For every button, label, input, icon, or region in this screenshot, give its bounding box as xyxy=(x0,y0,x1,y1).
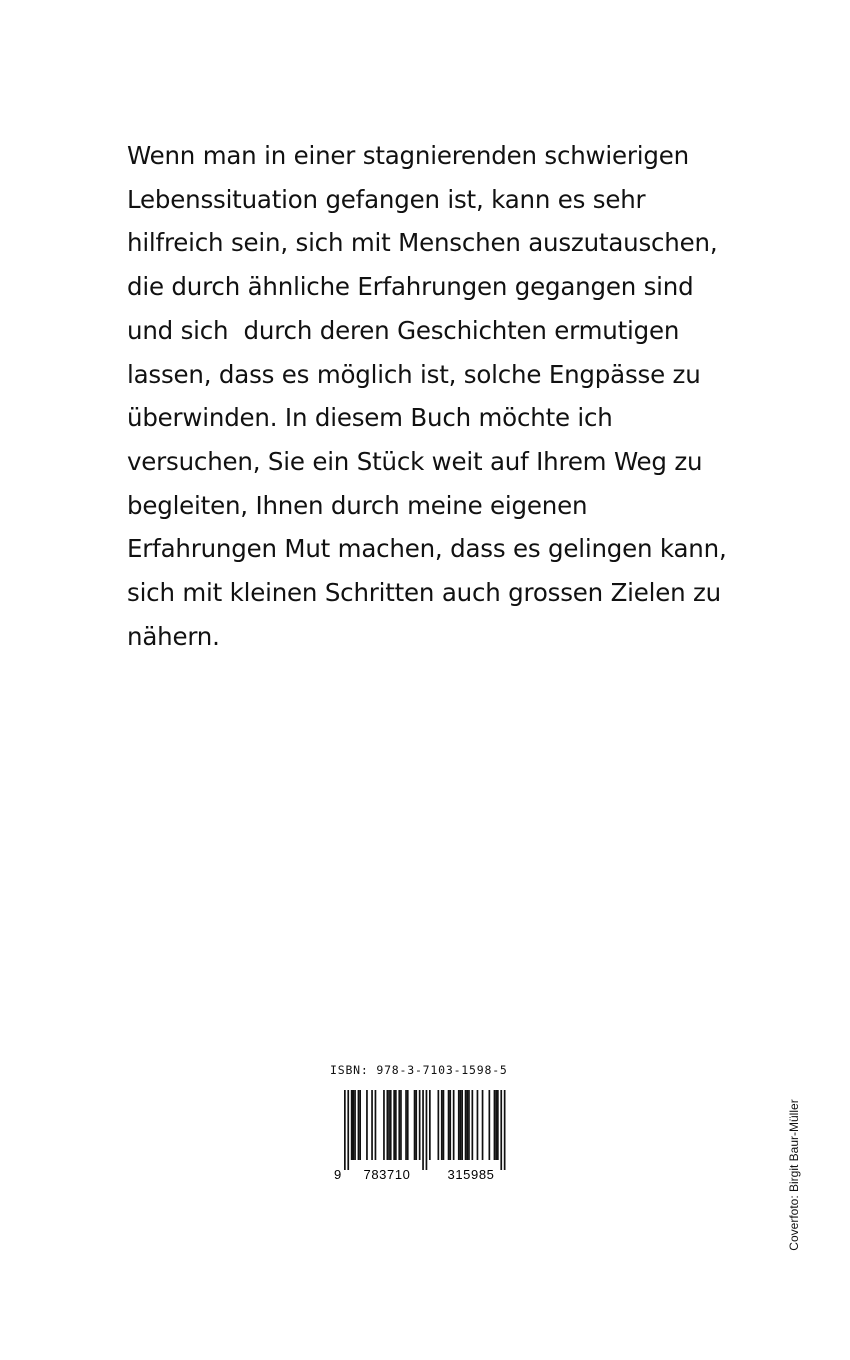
barcode-guard-bar xyxy=(422,1090,424,1170)
barcode-guard-bar xyxy=(347,1090,349,1170)
barcode-bar xyxy=(393,1090,395,1160)
blurb-line: und sich durch deren Geschichten ermutigen xyxy=(127,315,680,345)
barcode-bar xyxy=(443,1090,445,1160)
blurb-line: begleiten, Ihnen durch meine eigenen xyxy=(127,490,588,520)
barcode-bar xyxy=(414,1090,416,1160)
blurb-line: versuchen, Sie ein Stück weit auf Ihrem Weg zu xyxy=(127,446,703,476)
barcode-bar xyxy=(429,1090,431,1160)
barcode-bar xyxy=(407,1090,409,1160)
barcode-bar xyxy=(448,1090,450,1160)
isbn-label: ISBN: 978-3-7103-1598-5 xyxy=(330,1063,508,1077)
barcode-bar xyxy=(390,1090,392,1160)
barcode-bar xyxy=(489,1090,491,1160)
barcode-guard-bar xyxy=(344,1090,346,1170)
blurb-line: Wenn man in einer stagnierenden schwierigen xyxy=(127,141,689,170)
barcode-bar xyxy=(458,1090,460,1160)
photo-credit-text: Coverfoto: Birgit Baur-Müller xyxy=(787,1099,801,1251)
barcode-bar xyxy=(354,1090,356,1160)
barcode-bar xyxy=(419,1090,421,1160)
barcode-bar xyxy=(494,1090,496,1160)
barcode-first-digit: 9 xyxy=(334,1167,342,1180)
barcode-bar xyxy=(351,1090,353,1160)
blurb-line: hilfreich sein, sich mit Menschen auszutauschen, xyxy=(127,228,718,258)
barcode-bar xyxy=(405,1090,407,1160)
barcode-bar xyxy=(466,1090,468,1160)
back-cover-blurb xyxy=(127,134,747,658)
barcode-bar xyxy=(375,1090,377,1160)
barcode-bar xyxy=(460,1090,462,1160)
blurb-line: lassen, dass es möglich ist, solche Engpässe zu xyxy=(127,359,701,389)
barcode-bar xyxy=(477,1090,479,1160)
barcode-bar xyxy=(383,1090,385,1160)
barcode-bar xyxy=(472,1090,474,1160)
barcode-bar xyxy=(358,1090,360,1160)
barcode-bar xyxy=(482,1090,484,1160)
barcode-bar xyxy=(465,1090,467,1160)
barcode-bar xyxy=(495,1090,497,1160)
barcode-right-digits: 315985 xyxy=(447,1167,495,1180)
blurb-line: sich mit kleinen Schritten auch grossen Zielen zu xyxy=(127,578,722,608)
barcode-bar xyxy=(453,1090,455,1160)
barcode-bar xyxy=(398,1090,400,1160)
barcode-bar xyxy=(400,1090,402,1160)
barcode-bar xyxy=(461,1090,463,1160)
blurb-line: Erfahrungen Mut machen, dass es gelingen kann, xyxy=(127,534,727,564)
barcode-bar xyxy=(387,1090,389,1160)
barcode-bar xyxy=(366,1090,368,1160)
blurb-line: Lebenssituation gefangen ist, kann es sehr xyxy=(127,184,646,214)
barcode-bar xyxy=(371,1090,373,1160)
isbn-barcode-block xyxy=(330,1062,530,1180)
barcode xyxy=(330,1090,530,1180)
barcode-bar xyxy=(359,1090,361,1160)
blurb-line: überwinden. In diesem Buch möchte ich xyxy=(127,403,613,433)
barcode-bar xyxy=(353,1090,355,1160)
barcode-bar xyxy=(388,1090,390,1160)
barcode-bar xyxy=(441,1090,443,1160)
barcode-bar xyxy=(395,1090,397,1160)
barcode-bar xyxy=(415,1090,417,1160)
barcode-guard-bar xyxy=(500,1090,502,1170)
barcode-guard-bar xyxy=(426,1090,428,1170)
barcode-bar xyxy=(497,1090,499,1160)
barcode-bar xyxy=(468,1090,470,1160)
blurb-line: nähern. xyxy=(127,621,220,651)
barcode-bar xyxy=(438,1090,440,1160)
barcode-guard-bar xyxy=(504,1090,506,1170)
barcode-left-digits: 783710 xyxy=(363,1167,411,1180)
blurb-line: die durch ähnliche Erfahrungen gegangen sind xyxy=(127,272,694,302)
barcode-bar xyxy=(449,1090,451,1160)
